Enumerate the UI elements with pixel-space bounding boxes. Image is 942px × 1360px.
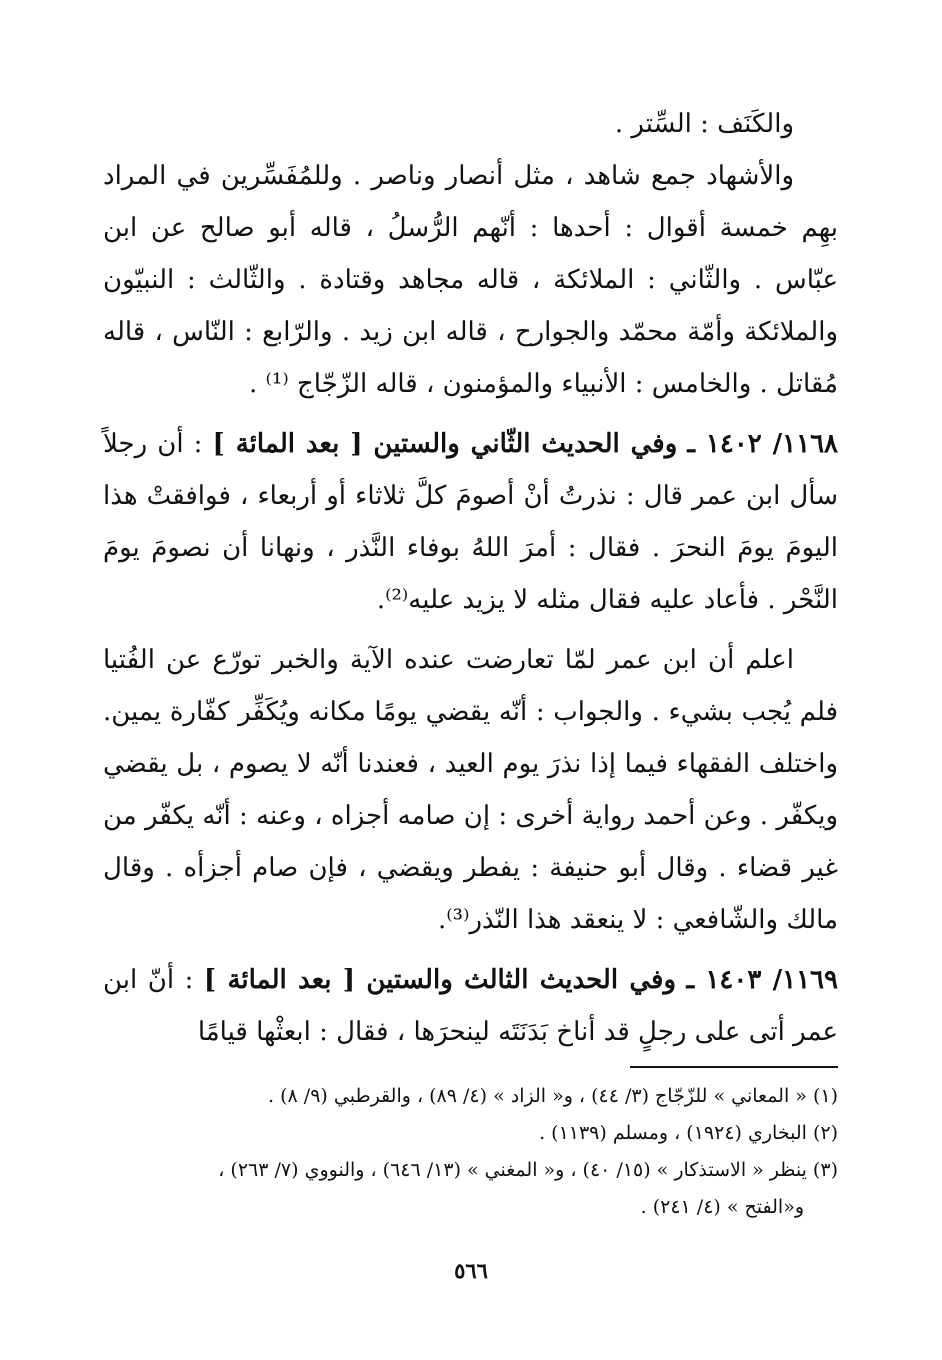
main-text xyxy=(103,98,838,1058)
footnote-3: (٣) ينظر « الاستذكار » (١٥/ ٤٠) ، و« المغني » (١٣/ ٦٤٦) ، والنووي (٧/ ٢٦٣) ، xyxy=(218,1159,838,1181)
footnotes xyxy=(103,1078,838,1226)
paragraph-ashhad-commentary: والأشهاد جمع شاهد ، مثل أنصار وناصر . وللمُفَسِّرين في المراد بهِم خمسة أقوال : أحدها : أنّهم الرُّسلُ ، قاله أبو صالح عن ابن عبّاس . والثّاني : الملائكة ، قاله مجاهد وقتادة . والثّالث : النبيّون والملائكة وأمّة محمّد والجوارح ، قاله ابن زيد . والرّابع : النّاس ، قاله مُقاتل . والخامس : الأنبياء والمؤمنون ، قاله الزّجّاج ⁽¹⁾ . xyxy=(103,161,838,399)
hadith-1168-heading: وفي الحديث الثّاني والستين [ بعد المائة ] xyxy=(212,429,678,459)
hadith-1168-paragraph xyxy=(103,418,838,626)
footnote-2: (٢) البخاري (١٩٢٤) ، ومسلم (١١٣٩) . xyxy=(539,1122,838,1144)
hadith-1168-number: ١١٦٨/ ١٤٠٢ ـ xyxy=(687,429,839,459)
hadith-1169-paragraph xyxy=(103,954,838,1058)
footnote-1: (١) « المعاني » للزّجّاج (٣/ ٤٤) ، و« الزاد » (٤/ ٨٩) ، والقرطبي (٩/ ٨) . xyxy=(268,1085,838,1107)
paragraph-ibn-umar-commentary: اعلم أن ابن عمر لمّا تعارضت عنده الآية والخبر تورّع عن الفُتيا فلم يُجب بشيء . والجواب : أنّه يقضي يومًا مكانه ويُكَفِّر كفّارة يمين. واختلف الفقهاء فيما إذا نذرَ يوم العيد ، فعندنا أنّه لا يصوم ، بل يقضي ويكفّر . وعن أحمد رواية أخرى : إن صامه أجزاه ، وعنه : أنّه يكفّر من غير قضاء . وقال أبو حنيفة : يفطر ويقضي ، فإن صام أجزأه . وقال مالك والشّافعي : لا ينعقد هذا النّذر⁽³⁾. xyxy=(103,645,838,935)
page-number: ٥٦٦ xyxy=(454,1258,488,1283)
hadith-1169-text: : أنّ ابن عمر أتى على رجلٍ قد أناخ بَدَنَتَه لينحرَها ، فقال : ابعثْها قيامًا xyxy=(103,965,838,1047)
hadith-1169-heading: وفي الحديث الثالث والستين [ بعد المائة ] xyxy=(203,965,677,995)
footnote-separator xyxy=(630,1066,838,1068)
footnote-3-continued: و«الفتح » (٤/ ٢٤١) . xyxy=(640,1196,804,1218)
hadith-1169-number: ١١٦٩/ ١٤٠٣ ـ xyxy=(686,965,838,995)
hadith-1168-text: : أن رجلاً سأل ابن عمر قال : نذرتُ أنْ أصومَ كلَّ ثلاثاء أو أربعاء ، فوافقتْ هذا اليومَ يومَ النحرَ . فقال : أمرَ اللهُ بوفاء النَّذر ، ونهانا أن نصومَ يومَ النَّحْر . فأعاد عليه فقال مثله لا يزيد عليه⁽²⁾. xyxy=(103,429,838,615)
paragraph-definition: والكَنَف : السِّتر . xyxy=(614,109,794,139)
